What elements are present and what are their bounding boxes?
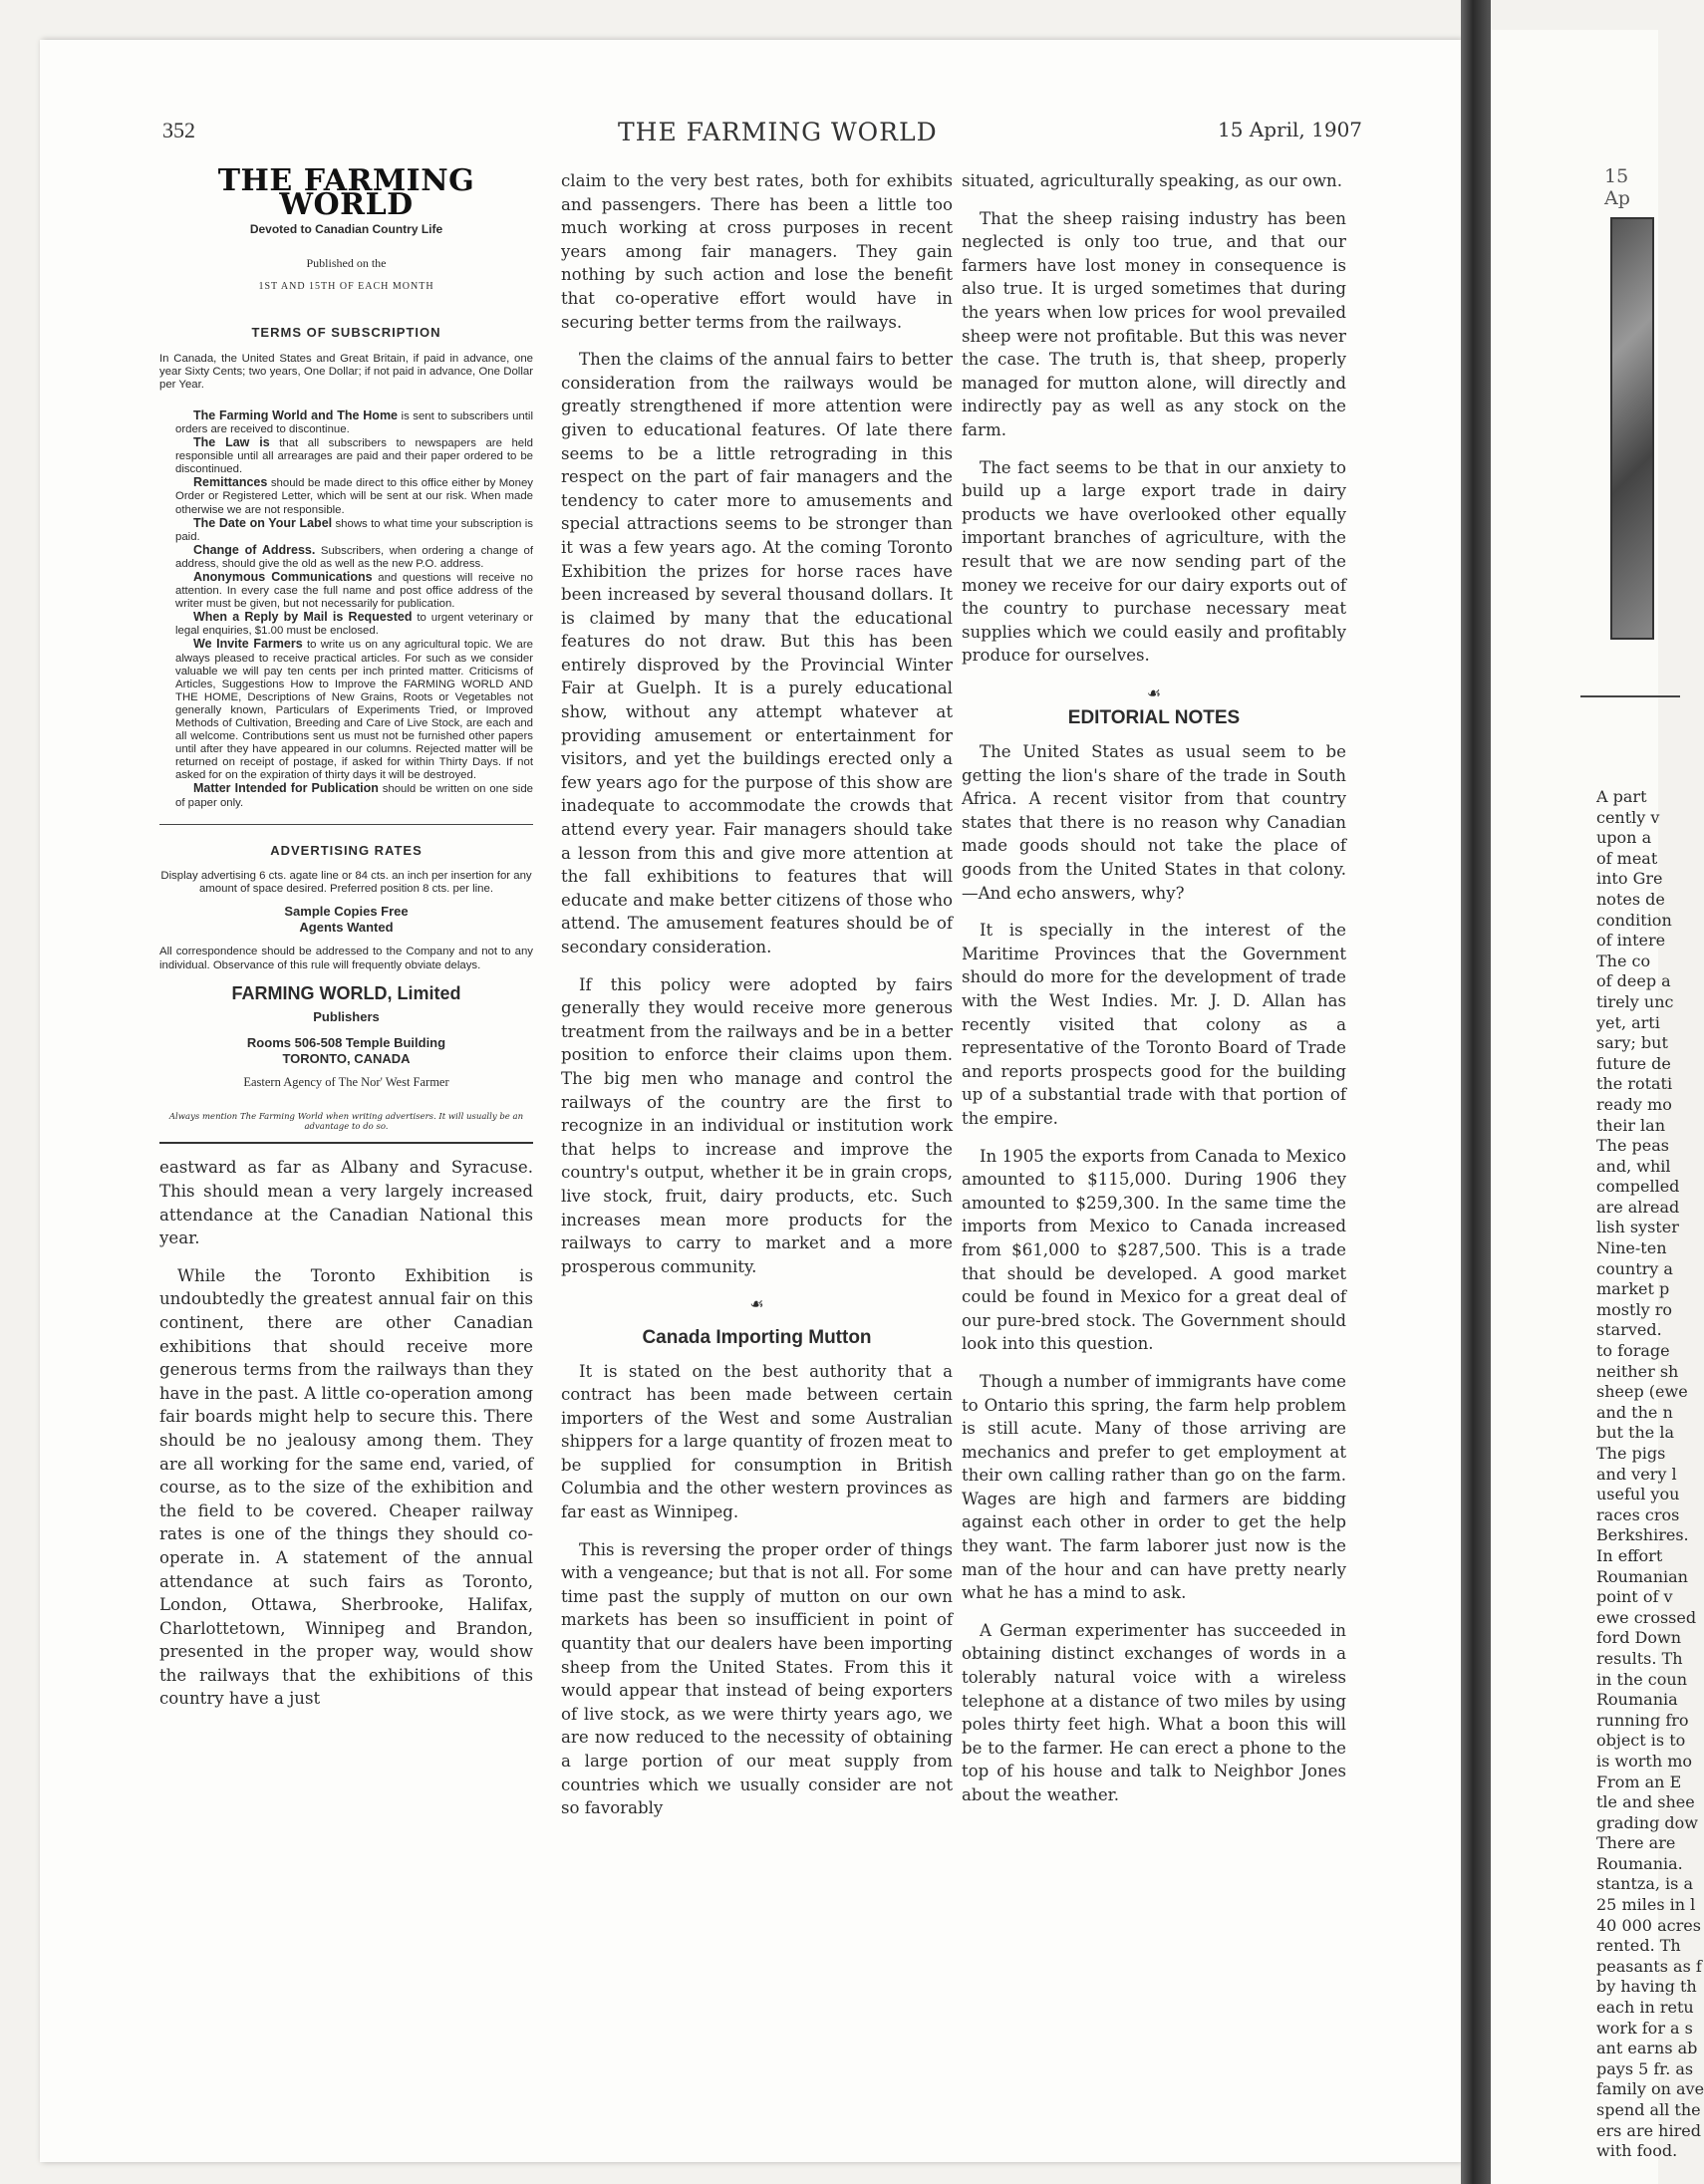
text-line: tirely unc — [1596, 991, 1674, 1011]
notice-text: and questions will receive no attention. In every case the full name and post office address of the writer must be given, but not necessarily for publication. — [175, 571, 534, 611]
text-line: but the la — [1596, 1423, 1675, 1443]
paragraph: If this policy were adopted by fairs generally they would receive more generous treatment from the railways and be in a better position to enforce their claims upon them. The big men who manage and control the railways of the country are the first to recognize in an individual or institution work that helps to increase and improve the country's output, whether it be in grain crops, live stock, fruit, dairy products, etc. Such increases mean more products for the railways to carry to market and a more prosperous community. — [561, 974, 953, 1276]
text-line: point of v — [1596, 1587, 1673, 1607]
text-line: Roumania. — [1596, 1853, 1683, 1873]
paragraph: claim to the very best rates, both for exhibits and passengers. There has been a little too much working at cross purposes in recent years among fair managers. They gain nothing by such action and lose the benefit that co-operative effort would have in securing better terms from the railways. — [561, 171, 953, 332]
paragraph: eastward as far as Albany and Syracuse. This should mean a very largely increased attendance at the Canadian National this year. — [159, 1158, 533, 1248]
text-line: ers are hired — [1596, 2120, 1701, 2140]
notice-item — [159, 517, 533, 544]
text-line: There are — [1596, 1833, 1676, 1853]
notice-label: Remittances — [193, 475, 268, 490]
text-line: and, whil — [1596, 1156, 1671, 1176]
notice-text: Subscribers, when ordering a change of address, should give the old as well as the new P.O. address. — [175, 544, 533, 570]
text-line: rented. Th — [1596, 1936, 1681, 1956]
text-line: is worth mo — [1596, 1751, 1693, 1771]
text-line: The co — [1596, 951, 1651, 970]
text-line: into Gre — [1596, 869, 1663, 889]
notice-text: should be written on one side of paper only. — [175, 783, 533, 809]
correspondence-note: All correspondence should be addressed to the Company and not to any individual. Observance of this rule will frequently obviate delays. — [159, 946, 533, 971]
text-line: pays 5 fr. as — [1596, 2058, 1694, 2078]
col1-body — [159, 1156, 533, 1711]
paragraph: The United States as usual seem to be getting the lion's share of the trade in South Africa. A recent visitor from that country states that there is no reason why Canadian made goods should not take the place of goods from the United States in that colony.—And echo answers, why? — [962, 742, 1346, 903]
mutton-heading: Canada Importing Mutton — [642, 1326, 872, 1348]
notice-label: Change of Address. — [193, 542, 316, 557]
text-line: starved. — [1596, 1320, 1662, 1340]
issue-date: 15 April, 1907 — [1218, 118, 1363, 141]
text-line: peasants as f — [1596, 1956, 1702, 1976]
text-line: Roumania — [1596, 1690, 1678, 1710]
text-line: neither sh — [1596, 1361, 1679, 1381]
right-page — [1491, 30, 1704, 2184]
notice-item — [159, 544, 533, 571]
paragraph: In 1905 the exports from Canada to Mexico amounted to $115,000. During 1906 they amounted to $259,300. In the same time the imports from Mexico to Canada increased from $61,000 to $287,500. This is a trade that should be developed. A good market could be found in Mexico for a great deal of our pure-bred stock. The Government should look into this question. — [962, 1146, 1346, 1354]
notice-item — [159, 611, 533, 638]
text-line: Nine-ten — [1596, 1238, 1667, 1258]
notice-text: should be made direct to this office either by Money Order or Registered Letter, which will be sent at our risk. When made otherwise we are not responsible. — [175, 477, 533, 516]
column-3 — [962, 169, 1346, 1821]
publisher-city: TORONTO, CANADA — [282, 1050, 411, 1066]
divider — [1580, 695, 1680, 697]
text-line: to forage — [1596, 1341, 1670, 1361]
notice-label: The Date on Your Label — [193, 515, 333, 530]
text-line: country a — [1596, 1258, 1673, 1278]
text-line: and very l — [1596, 1464, 1677, 1484]
text-line: of deep a — [1596, 971, 1671, 991]
masthead-published: Published on the — [306, 255, 387, 270]
paragraph: This is reversing the proper order of things with a vengeance; but that is not all. For some time past the supply of mutton on our own markets has been so insufficient in point of quantity that our dealers have been importing sheep from the United States. From this it would appear that instead of being exporters of live stock, as we were thirty years ago, we are now reduced to the necessity of obtaining a large portion of our meat supply from countries which we usually consider are not so favorably — [561, 1539, 953, 1818]
text-line: ewe crossed — [1596, 1607, 1697, 1627]
text-line: ford Down — [1596, 1628, 1681, 1648]
notices-list — [159, 410, 533, 810]
text-line: market p — [1596, 1279, 1670, 1299]
masthead-tagline: Devoted to Canadian Country Life — [249, 222, 443, 237]
text-line: lish syster — [1596, 1218, 1679, 1237]
text-line: object is to — [1596, 1731, 1686, 1751]
text-line: grading dow — [1596, 1812, 1698, 1832]
notice-item — [159, 410, 533, 436]
paragraph: It is specially in the interest of the Maritime Provinces that the Government should do more for the development of trade with the West Indies. Mr. J. D. Allan has recently visited that colony as a representative of the Toronto Board of Trade and reports prospects good for the building up of a substantial trade with that portion of the empire. — [962, 921, 1346, 1128]
notice-item — [159, 436, 533, 476]
mention-note: Always mention The Farming World when writing advertisers. It will usually be an advantage to do so. — [168, 1112, 524, 1133]
notice-item — [159, 476, 533, 516]
text-line: results. Th — [1596, 1648, 1683, 1668]
notice-text: shows to what time your subscription is paid. — [175, 517, 533, 543]
text-line: with food. — [1596, 2141, 1678, 2161]
notice-item — [159, 638, 533, 782]
text-line: sary; but — [1596, 1033, 1668, 1053]
notice-item — [159, 782, 533, 809]
text-line: 40 000 acres — [1596, 1915, 1701, 1935]
notice-text: that all subscribers to newspapers are held responsible until all arrearages are paid and their paper ordered to be discontinued. — [175, 437, 533, 476]
text-line: 25 miles in l — [1596, 1895, 1696, 1915]
eastern-agency: Eastern Agency of The Nor' West Farmer — [243, 1074, 449, 1089]
text-line: Berkshires. — [1596, 1525, 1689, 1545]
right-page-text — [1596, 787, 1704, 2162]
text-line: running fro — [1596, 1710, 1689, 1730]
sample-copies: Sample Copies Free — [284, 904, 409, 920]
text-line: ready mo — [1596, 1094, 1672, 1114]
text-line: each in retu — [1596, 1998, 1694, 2018]
paragraph: That the sheep raising industry has been neglected is only too true, and that our farmers have lost money in consequence is also true. It is urged sometimes that during the years when low prices for wool prevailed sheep were not profitable. But this was never the case. The truth is, that sheep, properly managed for mutton alone, will directly and indirectly pay as well as any stock on the farm. — [962, 208, 1346, 439]
text-line: mostly ro — [1596, 1299, 1672, 1319]
paragraph: A German experimenter has succeeded in obtaining distinct exchanges of words in a tolerably natural voice with a wireless telephone at a distance of two miles by using poles thirty feet high. What a boon this will be to the farmer. He can erect a phone to the top of his house and talk to Neighbor Jones about the weather. — [962, 1620, 1346, 1804]
notice-label: Anonymous Communications — [193, 569, 373, 584]
text-line: family on ave — [1596, 2079, 1704, 2099]
text-line: cently v — [1596, 807, 1660, 827]
notice-label: The Law is — [193, 435, 270, 450]
text-line: their lan — [1596, 1115, 1666, 1135]
paragraph: Though a number of immigrants have come to Ontario this spring, the farm help problem is still acute. Many of those arriving are mechanics and prefer to get employment at their own calling rather than go on the farm. Wages are high and farmers are bidding against each other in order to get the help they want. The farm laborer just now is the man of the hour and can have pretty nearly what he has a mind to ask. — [962, 1371, 1346, 1603]
masthead-title: THE FARMING WORLD — [217, 163, 475, 222]
masthead — [159, 163, 533, 299]
notice-text: to write us on any agricultural topic. We are always pleased to receive practical articles. For such as we consider valuable we will pay ten cents per inch printed matter. Criticisms of Articles, Suggestions How to Improve the FARMING WORLD AND THE HOME, Descriptions of New Grains, Roots or Vegetables not generally known, Particulars of Experiments Tried, or Improved Methods of Cultivation, Breeding and Care of Live Stock, are each and all welcome. Contributions sent us must not be furnished other papers until after they have appeared in our columns. Rejected matter will be returned on receipt of postage, if asked for within Thirty Days. If not asked for on the expiration of thirty days it will be destroyed. — [175, 639, 533, 782]
text-line: From an E — [1596, 1772, 1682, 1791]
notice-label: When a Reply by Mail is Requested — [193, 610, 413, 625]
notice-label: Matter Intended for Publication — [193, 781, 379, 796]
notice-item — [159, 571, 533, 611]
text-line: by having th — [1596, 1977, 1697, 1997]
paragraph: While the Toronto Exhibition is undoubtedly the greatest annual fair on this continent, there are other Canadian exhibitions that should receive more generous terms from the railways than they have in the past. A little co-operation among fair boards might help to secure this. There should be no jealousy among them. They are all working for the same end, varied, of course, as to the size of the exhibition and the field to be covered. Cheaper railway rates is one of the things they should co-operate in. A statement of the annual attendance at such fairs as Toronto, London, Ottawa, Sherbrooke, Halifax, Charlottetown, Winnipeg and Brandon, presented in the proper way, would show the railways that the exhibitions of this country have a just — [159, 1265, 533, 1709]
text-line: useful you — [1596, 1485, 1680, 1504]
terms-text: In Canada, the United States and Great Britain, if paid in advance, one year Sixty Cents; two years, One Dollar; if not paid in advance, One Dollar per Year. — [159, 352, 533, 391]
text-line: of intere — [1596, 931, 1666, 951]
paragraph: The fact seems to be that in our anxiety to build up a large export trade in dairy products we have overlooked other equally important branches of agriculture, with the result that we are now sending part of the money we receive for our dairy exports out of the country to purchase necessary meat supplies which we could easily and profitably produce for ourselves. — [962, 457, 1346, 666]
text-line: in the coun — [1596, 1669, 1687, 1689]
text-line: yet, arti — [1596, 1012, 1660, 1032]
book-gutter — [1461, 0, 1491, 2184]
text-line: spend all the — [1596, 2100, 1701, 2119]
right-page-date: 15 Ap — [1604, 165, 1630, 209]
advertising-text: Display advertising 6 cts. agate line or 84 cts. an inch per insertion for any amount of space desired. Preferred position 8 cts. per line. — [160, 870, 532, 896]
text-line: In effort — [1596, 1545, 1663, 1565]
notice-text: to urgent veterinary or legal enquiries, $1.00 must be enclosed. — [175, 612, 533, 638]
text-line: condition — [1596, 910, 1672, 930]
paragraph: situated, agriculturally speaking, as our own. — [962, 171, 1343, 190]
text-line: A part — [1596, 787, 1647, 806]
text-line: The pigs — [1596, 1444, 1666, 1463]
paragraph: Then the claims of the annual fairs to better consideration from the railways would be greatly strengthened if more attention were given to educational features. Of late there seems to be a little retrograding in this respect on the part of fair managers and the tendency to cater more to amusements and special attractions seems to be stronger than it was a few years ago. At the coming Toronto Exhibition the prizes for horse races have been increased by several thousand dollars. It is claimed by many that the educational features do not draw. But this has been entirely disproved by the Provincial Winter Fair at Guelph. It is a purely educational show, without any attempt whatever at providing amusement or entertainment for visitors, and yet the buildings erected only a few years ago for the purpose of this show are inadequate to accommodate the crowds that attend every year. Fair managers should take a lesson from this and give more attention at the fall exhibitions to features that will educate and make better citizens of those who attend. The amusement features should be of secondary consideration. — [561, 350, 953, 956]
text-line: Roumanian — [1596, 1566, 1688, 1586]
text-line: are alread — [1596, 1197, 1680, 1217]
text-line: tle and shee — [1596, 1792, 1695, 1812]
publisher-rooms: Rooms 506-508 Temple Building — [246, 1034, 446, 1050]
ornament: ☙ — [1146, 682, 1162, 702]
agents-wanted: Agents Wanted — [299, 920, 394, 936]
text-line: upon a — [1596, 828, 1652, 848]
column-1 — [159, 163, 534, 1725]
ornament: ☙ — [749, 1294, 764, 1314]
divider — [159, 824, 533, 825]
text-line: stantza, is a — [1596, 1874, 1694, 1894]
running-title: THE FARMING WORLD — [618, 118, 938, 146]
publisher-sub: Publishers — [313, 1009, 380, 1025]
text-line: of meat — [1596, 848, 1658, 868]
text-line: compelled — [1596, 1177, 1680, 1197]
masthead-schedule: 1ST AND 15TH OF EACH MONTH — [258, 281, 434, 293]
terms-heading: TERMS OF SUBSCRIPTION — [251, 324, 441, 340]
text-line: ant earns ab — [1596, 2039, 1698, 2058]
photo — [1610, 217, 1654, 640]
paragraph: It is stated on the best authority that a contract has been made between certain importers of the West and some Australian shippers for a large quantity of frozen meat to be supplied for consumption in British Columbia and the other western provinces as far east as Winnipeg. — [561, 1361, 953, 1522]
text-line: the rotati — [1596, 1074, 1673, 1094]
text-line: races cros — [1596, 1504, 1680, 1524]
box-rule — [159, 1142, 533, 1144]
text-line: and the n — [1596, 1402, 1673, 1422]
notice-text: is sent to subscribers until orders are received to discontinue. — [175, 410, 533, 435]
advertising-heading: ADVERTISING RATES — [270, 842, 423, 858]
column-2 — [561, 169, 953, 1834]
text-line: notes de — [1596, 889, 1665, 909]
notice-label: The Farming World and The Home — [193, 408, 399, 422]
text-line: future de — [1596, 1053, 1671, 1073]
page-number: 352 — [162, 118, 195, 142]
text-line: work for a s — [1596, 2018, 1693, 2038]
notice-label: We Invite Farmers — [193, 637, 303, 652]
text-line: sheep (ewe — [1596, 1382, 1688, 1402]
editorial-heading: EDITORIAL NOTES — [1067, 707, 1241, 729]
text-line: The peas — [1596, 1136, 1669, 1156]
publisher-name: FARMING WORLD, Limited — [231, 982, 461, 1003]
